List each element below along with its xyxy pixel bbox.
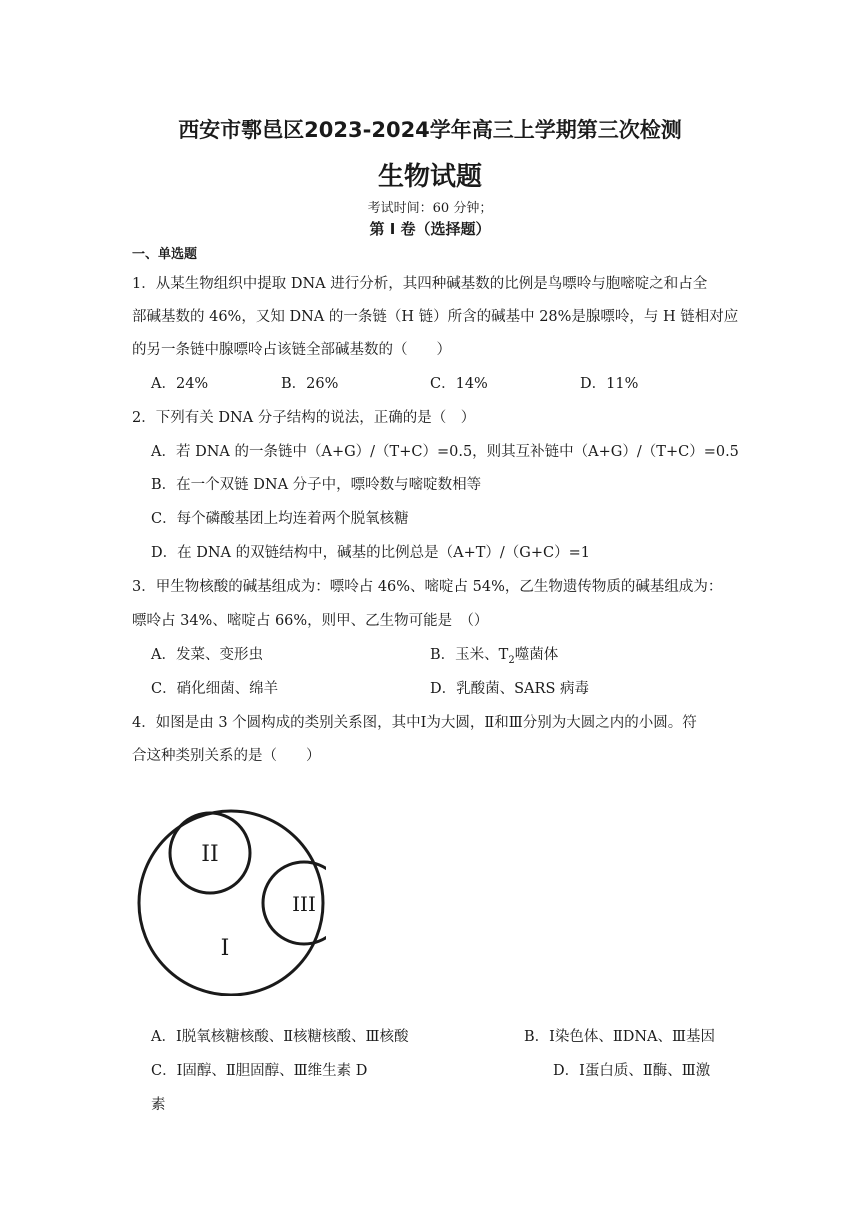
q3-stem-line1: 3．甲生物核酸的碱基组成为：嘌呤占 46%、嘧啶占 54%，乙生物遗传物质的碱基组成为：	[132, 579, 723, 595]
volume-heading: 第 I 卷（选择题）	[369, 220, 491, 238]
q3-option-c: C．硝化细菌、绵羊	[151, 681, 279, 697]
label-i: I	[220, 936, 230, 961]
q4-stem-line2: 合这种类别关系的是（ ）	[132, 748, 321, 764]
q1-option-a: A．24%	[151, 376, 209, 392]
q4-option-a: A．Ⅰ脱氧核糖核酸、Ⅱ核糖核酸、Ⅲ核酸	[151, 1029, 409, 1045]
q3-option-b-subscript: 2	[508, 654, 515, 666]
exam-time: 考试时间：60 分钟；	[367, 201, 493, 216]
q4-option-c: C．Ⅰ固醇、Ⅱ胆固醇、Ⅲ维生素 D	[151, 1063, 368, 1079]
q2-stem: 2．下列有关 DNA 分子结构的说法，正确的是（ ）	[132, 410, 476, 426]
q4-option-d-wrap: 素	[151, 1097, 166, 1113]
q1-stem-line3: 的另一条链中腺嘌呤占该链全部碱基数的（ ）	[132, 342, 451, 358]
q4-option-d: D．Ⅰ蛋白质、Ⅱ酶、Ⅲ激	[553, 1063, 711, 1079]
q1-stem-line2: 部碱基数的 46%，又知 DNA 的一条链（H 链）所含的碱基中 28%是腺嘌呤，与 H 链相对应	[132, 309, 739, 325]
q1-option-b: B．26%	[281, 376, 339, 392]
q4-stem-line1: 4．如图是由 3 个圆构成的类别关系图，其中Ⅰ为大圆，Ⅱ和Ⅲ分别为大圆之内的小圆。符	[132, 715, 697, 731]
section-heading: 一、单选题	[132, 247, 198, 262]
q3-option-b	[430, 643, 558, 666]
subject-title: 生物试题	[377, 162, 482, 192]
q2-option-c: C．每个磷酸基团上均连着两个脱氧核糖	[151, 511, 409, 527]
q2-option-b: B．在一个双链 DNA 分子中，嘌呤数与嘧啶数相等	[151, 477, 482, 493]
q2-option-d: D．在 DNA 的双链结构中，碱基的比例总是（A+T）/（G+C）=1	[151, 545, 591, 561]
q1-option-d: D．11%	[580, 376, 639, 392]
category-relationship-diagram	[136, 806, 326, 996]
label-iii: III	[292, 892, 316, 916]
label-ii: II	[201, 842, 219, 867]
q3-option-a: A．发菜、变形虫	[151, 647, 263, 663]
document-title: 西安市鄠邑区2023-2024学年高三上学期第三次检测	[178, 118, 682, 142]
q3-option-b-suffix: 噬菌体	[514, 647, 559, 663]
q1-option-c: C．14%	[430, 376, 488, 392]
q3-option-d: D．乳酸菌、SARS 病毒	[430, 681, 589, 697]
q2-option-a: A．若 DNA 的一条链中（A+G）/（T+C）=0.5，则其互补链中（A+G）/（T+C）=0.5	[151, 444, 739, 460]
q1-stem-line1: 1．从某生物组织中提取 DNA 进行分析，其四种碱基数的比例是鸟嘌呤与胞嘧啶之和占全	[132, 276, 708, 292]
q4-option-b: B．Ⅰ染色体、ⅡDNA、Ⅲ基因	[524, 1029, 716, 1045]
q3-stem-line2: 嘌呤占 34%、嘧啶占 66%，则甲、乙生物可能是 （）	[132, 613, 489, 629]
q3-option-b-prefix: B．玉米、T	[430, 647, 509, 663]
